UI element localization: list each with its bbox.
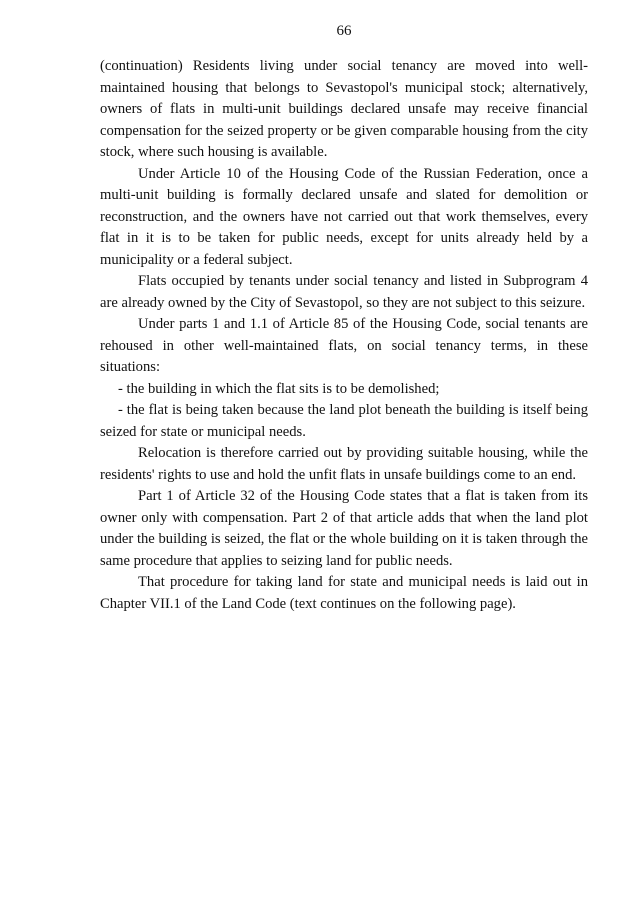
paragraph: Under parts 1 and 1.1 of Article 85 of the Housing Code, social tenants are rehoused in other well-maintained flats, on social tenancy terms, in these situations: [100,316,588,375]
list-item: - the building in which the flat sits is to be demolished; [118,380,440,397]
document-body [100,56,588,615]
paragraph: Relocation is therefore carried out by providing suitable housing, while the residents' rights to use and hold the unfit flats in unsafe buildings come to an end. [100,445,588,483]
list-item: - the flat is being taken because the land plot beneath the building is itself being seized for state or municipal needs. [100,402,588,440]
paragraph: (continuation) Residents living under social tenancy are moved into well-maintained housing that belongs to Sevastopol's municipal stock; alternatively, owners of flats in multi-unit buildings declared unsafe may receive financial compensation for the seized property or be given comparable housing from the city stock, where such housing is available. [100,58,588,160]
page-number: 66 [336,23,352,39]
paragraph: Flats occupied by tenants under social tenancy and listed in Subprogram 4 are already owned by the City of Sevastopol, so they are not subject to this seizure. [100,273,588,311]
paragraph: Part 1 of Article 32 of the Housing Code states that a flat is taken from its owner only with compensation. Part 2 of that article adds that when the land plot under the building is seized, the flat or the whole building on it is taken through the same procedure that applies to seizing land for public needs. [100,488,588,569]
paragraph: That procedure for taking land for state and municipal needs is laid out in Chapter VII.1 of the Land Code (text continues on the following page). [100,574,588,612]
paragraph: Under Article 10 of the Housing Code of the Russian Federation, once a multi-unit building is formally declared unsafe and slated for demolition or reconstruction, and the owners have not carried out that work themselves, every flat in it is to be taken for public needs, except for units already held by a municipality or a federal subject. [100,165,588,268]
